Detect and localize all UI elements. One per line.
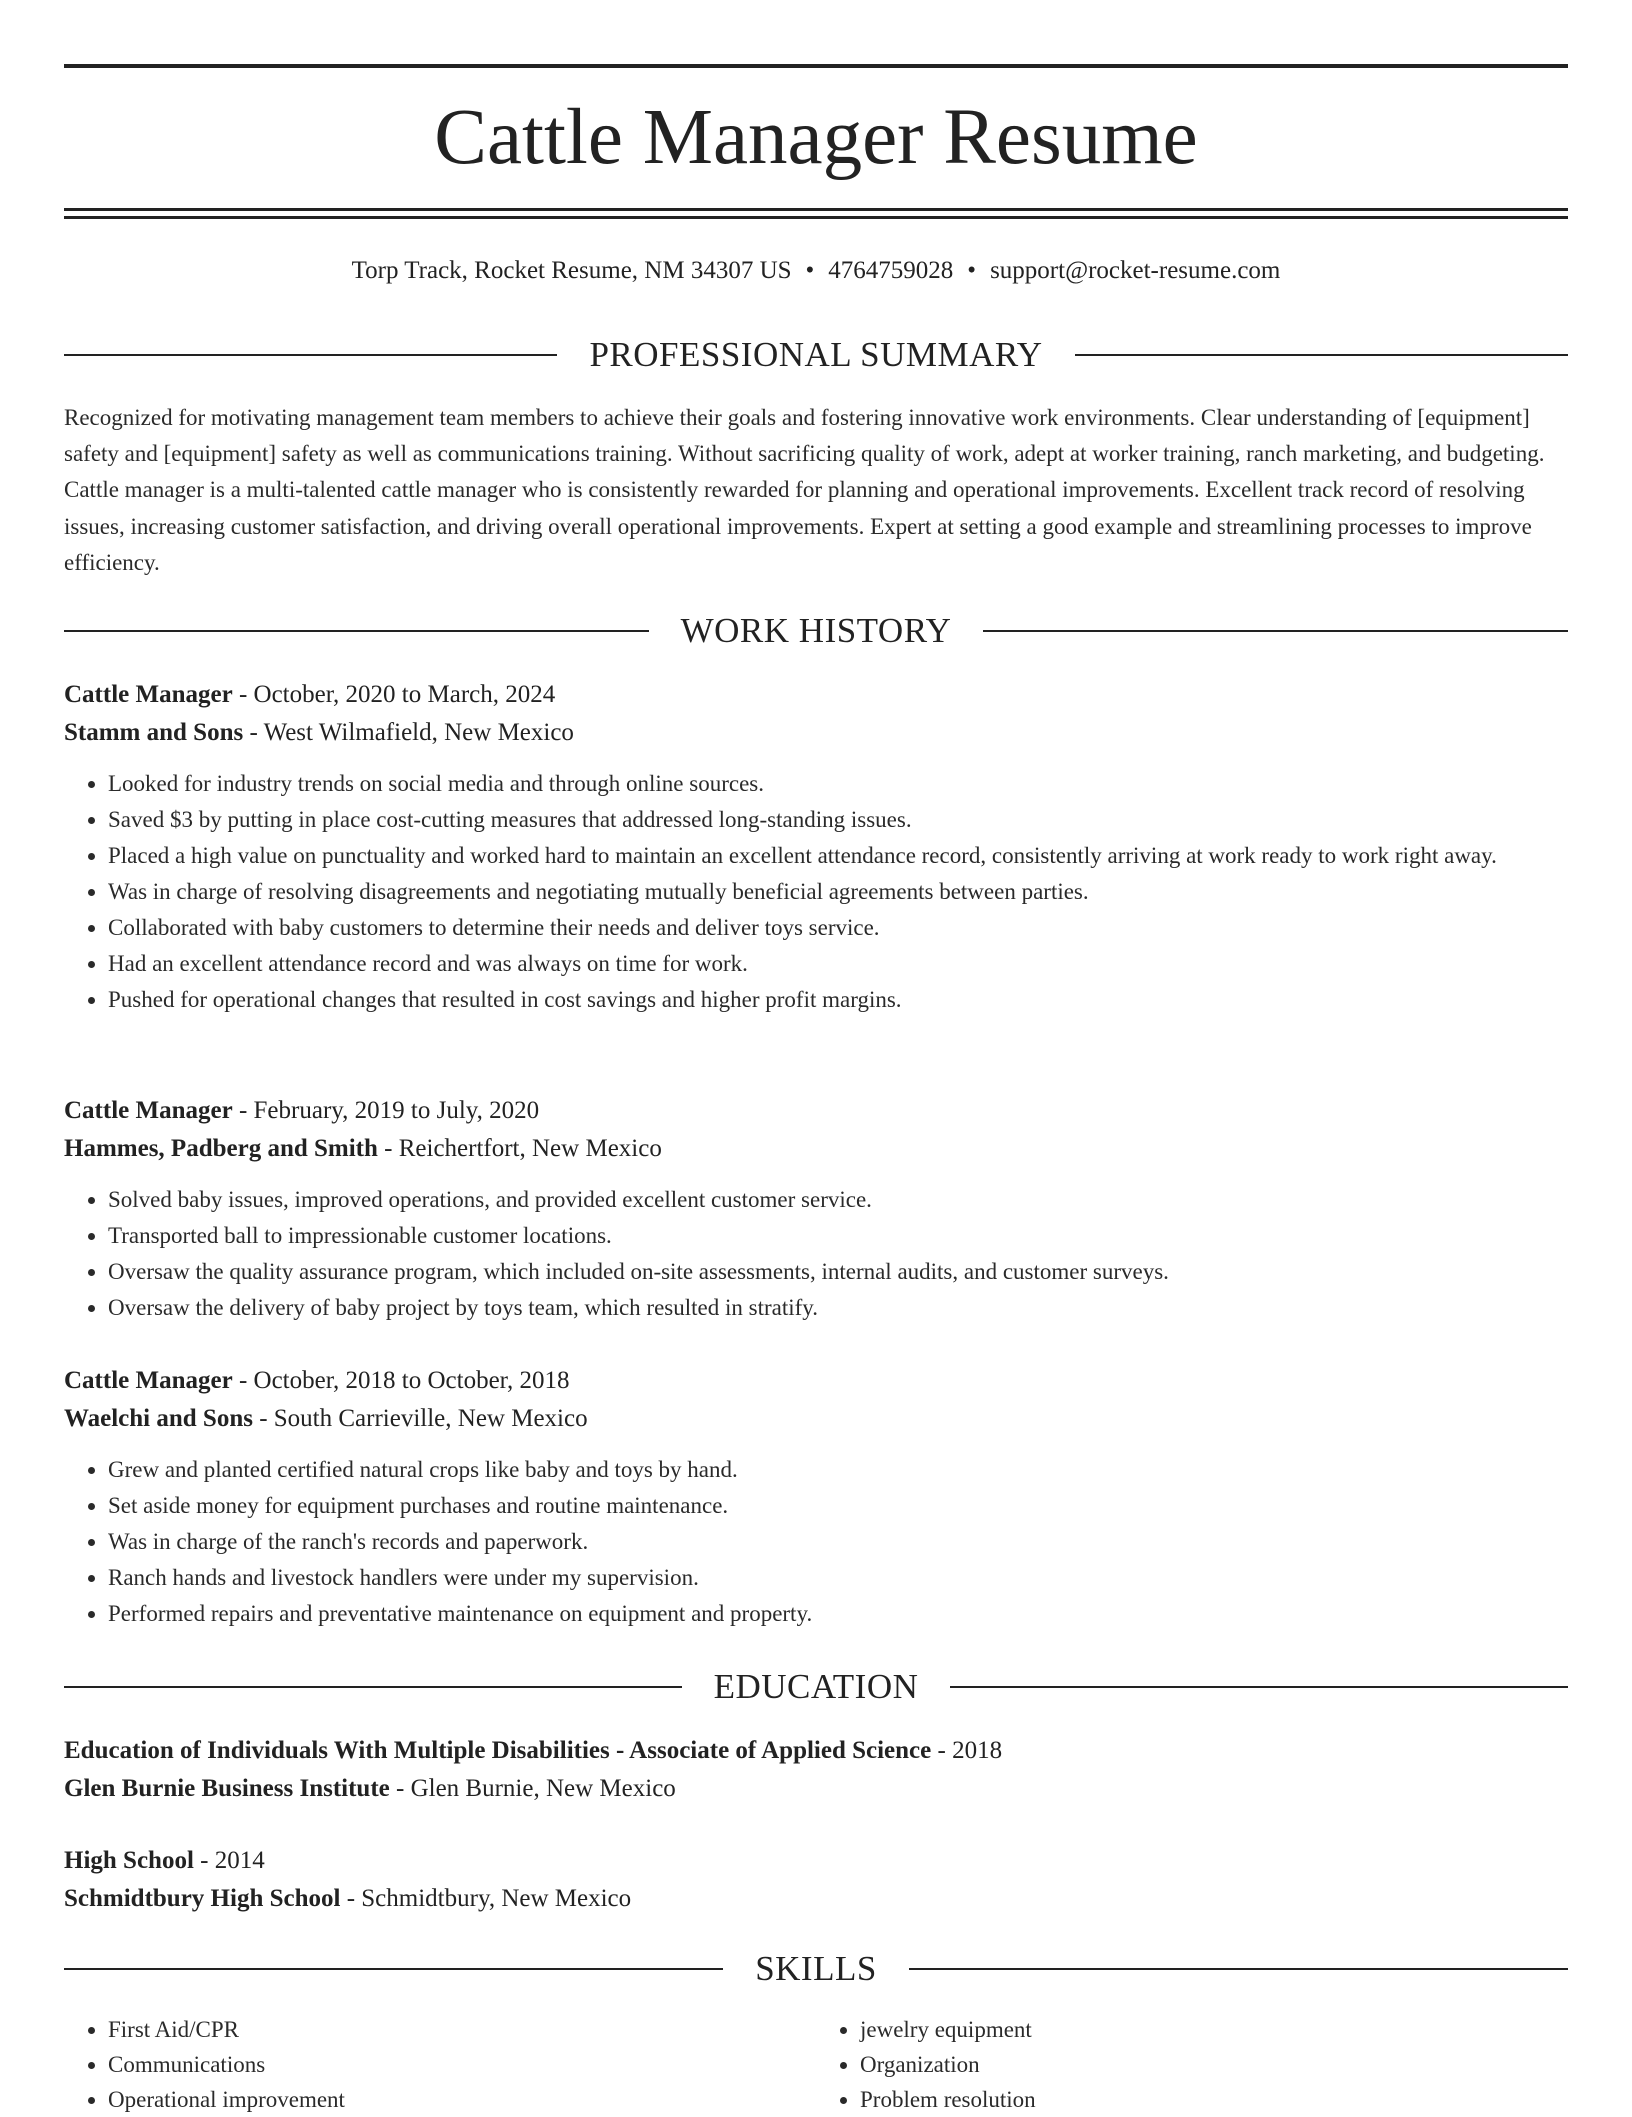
education-entry [64,1732,1568,1808]
section-header-work-history [64,609,1568,653]
job-bullet: • Solved baby issues, improved operations, and provided excellent customer service. [108,1182,1568,1218]
job-location: - West Wilmafield, New Mexico [243,719,574,746]
education-school-line [64,1770,1568,1808]
job-location: - Reichertfort, New Mexico [377,1135,662,1162]
contact-line [64,252,1568,290]
job-title-line [64,1362,1568,1400]
job-company: Waelchi and Sons [64,1405,253,1432]
job-bullet: • Pushed for operational changes that resulted in cost savings and higher profit margins. [108,982,1568,1018]
job-location: - South Carrieville, New Mexico [252,1405,588,1432]
section-rule-left [64,1686,682,1688]
job-bullet: • Set aside money for equipment purchases and routine maintenance. [108,1488,1568,1524]
job-bullet: • Performed repairs and preventative maintenance on equipment and property. [108,1596,1568,1632]
education-entry [64,1842,1568,1918]
section-rule-right [983,630,1568,632]
education-location: - Schmidtbury, New Mexico [340,1885,632,1912]
job-bullets [64,766,1568,1018]
job-company: Stamm and Sons [64,719,244,746]
section-title: EDUCATION [713,1667,919,1706]
job-dates: - February, 2019 to July, 2020 [232,1097,540,1124]
contact-phone: 4764759028 [828,257,954,284]
job-bullets [64,1452,1568,1632]
education-degree: Education of Individuals With Multiple Disabilities - Associate of Applied Science [64,1737,932,1764]
education-year: - 2018 [931,1737,1003,1764]
job-company-line [64,1400,1568,1438]
job-title: Cattle Manager [64,681,233,708]
job-bullet: • Looked for industry trends on social media and through online sources. [108,766,1568,802]
skills-column-right [816,2012,1558,2117]
job-bullet: • Grew and planted certified natural crops like baby and toys by hand. [108,1452,1568,1488]
skills-list [64,2012,1568,2117]
job-entry [64,1362,1568,1632]
skill-item: • Problem resolution [860,2082,1558,2117]
education-degree-line [64,1842,1568,1880]
education-degree: High School [64,1847,194,1874]
job-bullet: • Ranch hands and livestock handlers were under my supervision. [108,1560,1568,1596]
education-year: - 2014 [193,1847,265,1874]
skill-item: • jewelry equipment [860,2012,1558,2047]
section-title: WORK HISTORY [680,611,952,650]
section-rule-right [950,1686,1568,1688]
job-company: Hammes, Padberg and Smith [64,1135,378,1162]
job-title: Cattle Manager [64,1097,233,1124]
resume-title: Cattle Manager Resume [434,94,1198,181]
section-rule-right [1075,354,1568,356]
summary-paragraph: Recognized for motivating management team members to achieve their goals and fostering innovative work environments. Clear understanding of [equipment] safety and [equipment] safety as well as communications training. Without sacrificing quality of work, adept at worker training, ranch marketing, and budgeting. Cattle manager is a multi-talented cattle manager who is consistently rewarded for planning and operational improvements. Excellent track record of resolving issues, increasing customer satisfaction, and driving overall operational improvements. Expert at setting a good example and streamlining processes to improve efficiency. [64,405,1545,575]
education-school-line [64,1880,1568,1918]
job-entry [64,676,1568,1018]
job-bullet: • Oversaw the delivery of baby project by toys team, which resulted in stratify. [108,1290,1568,1326]
title-double-rule-upper [64,208,1568,211]
section-header-education [64,1665,1568,1709]
section-title: SKILLS [755,1949,877,1988]
job-title: Cattle Manager [64,1367,233,1394]
job-entry [64,1092,1568,1326]
job-company-line [64,1130,1568,1168]
contact-address: Torp Track, Rocket Resume, NM 34307 US [351,257,792,284]
education-school: Schmidtbury High School [64,1885,341,1912]
job-title-line [64,1092,1568,1130]
section-rule-right [909,1968,1568,1970]
job-bullet: • Saved $3 by putting in place cost-cutting measures that addressed long-standing issues. [108,802,1568,838]
skills-column-left [64,2012,806,2117]
section-rule-left [64,354,557,356]
job-bullet: • Oversaw the quality assurance program, which included on-site assessments, internal audits, and customer surveys. [108,1254,1568,1290]
job-bullet: • Collaborated with baby customers to determine their needs and deliver toys service. [108,910,1568,946]
job-bullet: • Had an excellent attendance record and was always on time for work. [108,946,1568,982]
job-dates: - October, 2020 to March, 2024 [232,681,556,708]
education-degree-line [64,1732,1568,1770]
skill-item: • First Aid/CPR [108,2012,806,2047]
skill-item: • Organization [860,2047,1558,2082]
section-title: PROFESSIONAL SUMMARY [589,335,1043,374]
section-header-summary [64,333,1568,377]
section-rule-left [64,630,649,632]
top-rule [64,64,1568,68]
job-dates: - October, 2018 to October, 2018 [232,1367,570,1394]
contact-separator: • [967,257,977,284]
title-double-rule-lower [64,216,1568,219]
job-bullets [64,1182,1568,1326]
section-header-skills [64,1947,1568,1991]
job-bullet: • Was in charge of resolving disagreements and negotiating mutually beneficial agreements between parties. [108,874,1568,910]
job-bullet: • Placed a high value on punctuality and worked hard to maintain an excellent attendance record, consistently arriving at work ready to work right away. [108,838,1568,874]
education-location: - Glen Burnie, New Mexico [389,1775,676,1802]
section-rule-left [64,1968,723,1970]
job-bullet: • Was in charge of the ranch's records and paperwork. [108,1524,1568,1560]
skill-item: • Operational improvement [108,2082,806,2117]
job-title-line [64,676,1568,714]
job-bullet: • Transported ball to impressionable customer locations. [108,1218,1568,1254]
contact-separator: • [805,257,815,284]
skill-item: • Communications [108,2047,806,2082]
job-company-line [64,714,1568,752]
contact-email[interactable]: support@rocket-resume.com [990,257,1281,284]
education-school: Glen Burnie Business Institute [64,1775,390,1802]
